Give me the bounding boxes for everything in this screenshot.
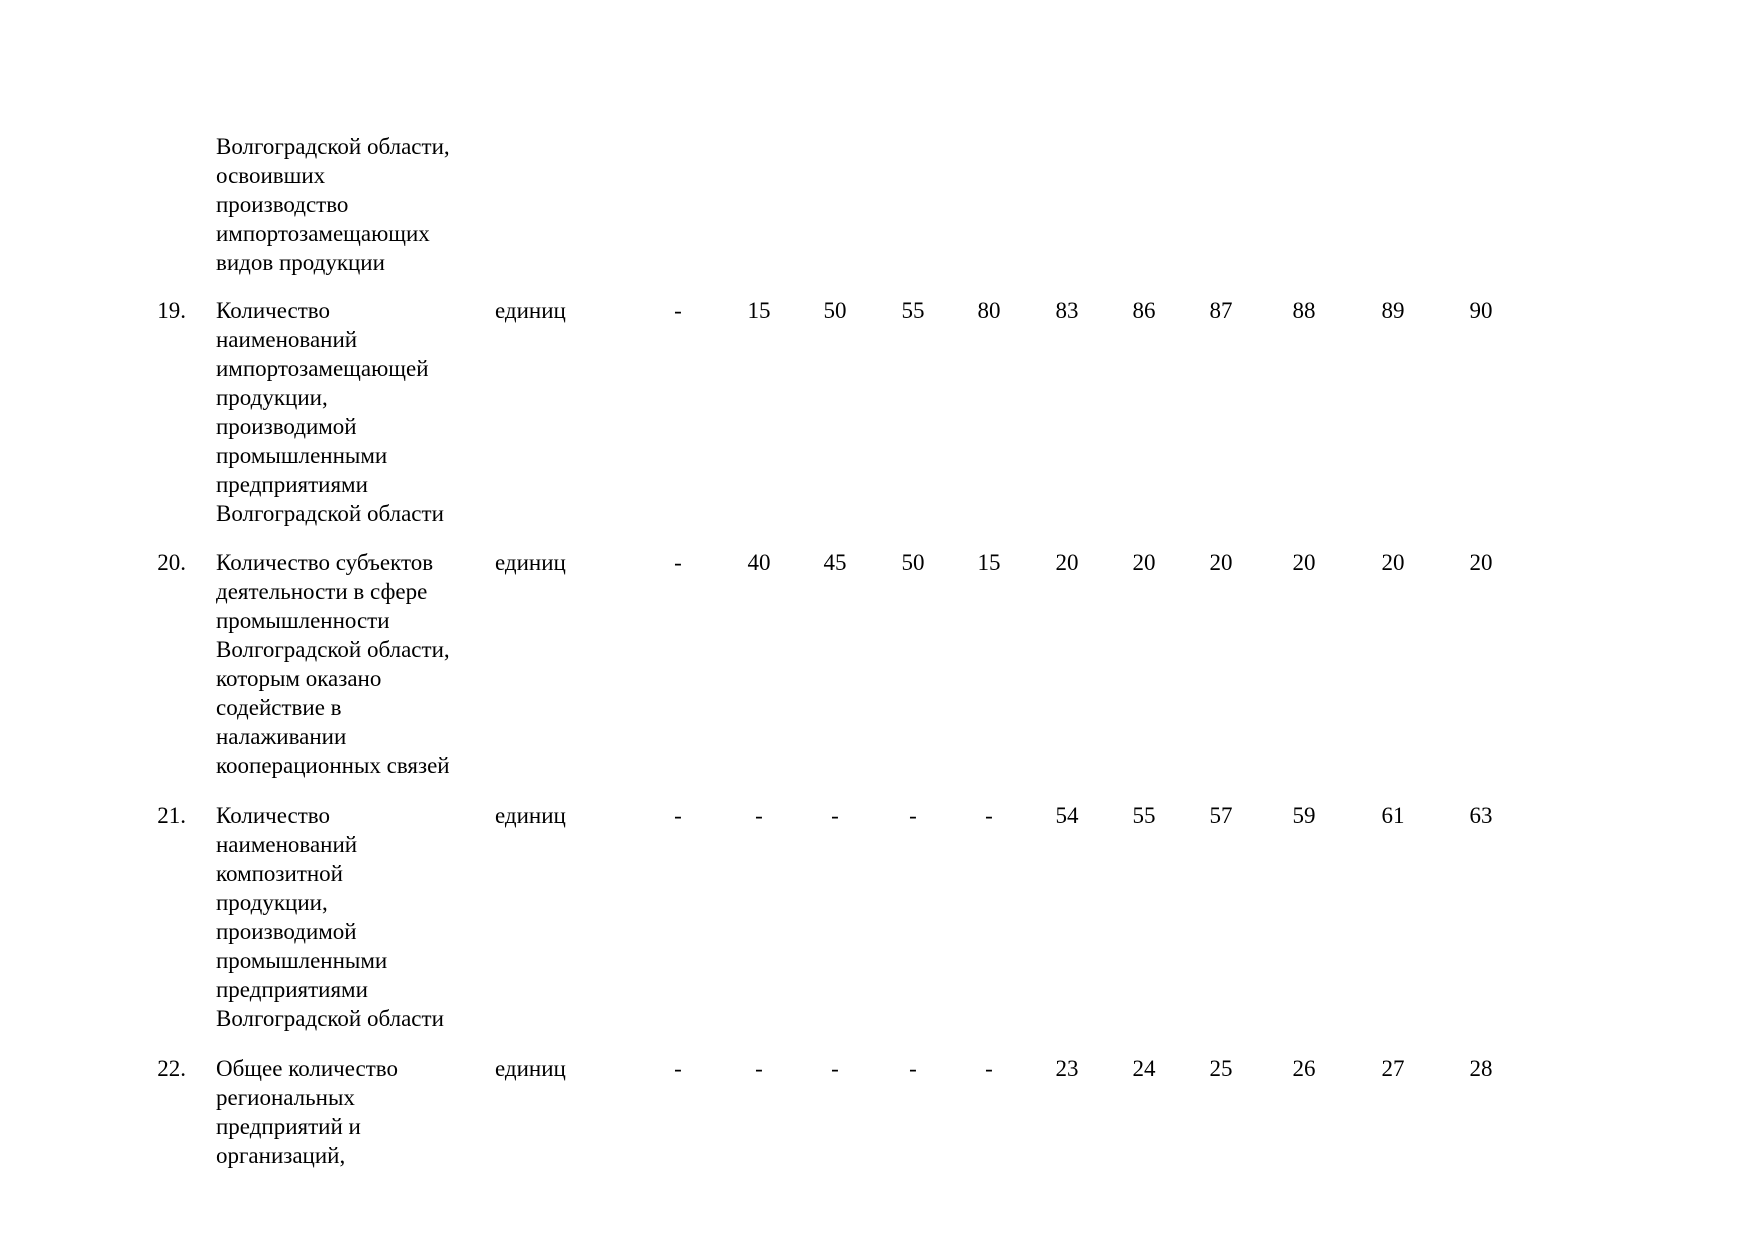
value-cell: 55 <box>901 298 925 323</box>
value-cell: 88 <box>1292 298 1316 323</box>
value-cell: 50 <box>823 298 847 323</box>
value-cell: 86 <box>1132 298 1156 323</box>
value-cell: - <box>674 550 682 575</box>
row-number: 22. <box>157 1056 186 1081</box>
indicator-name <box>216 1054 496 1170</box>
value-cell: 40 <box>747 550 771 575</box>
name-line: наименований <box>216 327 358 352</box>
name-line: производство <box>216 192 349 217</box>
value-cell: - <box>909 803 917 828</box>
indicator-name <box>216 296 496 528</box>
name-line: кооперационных связей <box>216 753 450 778</box>
name-line: видов продукции <box>216 250 385 275</box>
value-cell: 83 <box>1055 298 1079 323</box>
unit: единиц <box>495 1056 566 1081</box>
value-cell: 50 <box>901 550 925 575</box>
value-cell: - <box>674 298 682 323</box>
name-line: промышленности <box>216 608 390 633</box>
name-line: производимой <box>216 414 357 439</box>
value-cell: 59 <box>1292 803 1316 828</box>
name-line: продукции, <box>216 890 328 915</box>
value-cell: 23 <box>1055 1056 1079 1081</box>
unit: единиц <box>495 550 566 575</box>
value-cell: 20 <box>1209 550 1233 575</box>
value-cell: 57 <box>1209 803 1233 828</box>
name-line: импортозамещающей <box>216 356 429 381</box>
name-line: предприятиями <box>216 977 368 1002</box>
name-line: предприятий и <box>216 1114 361 1139</box>
name-line: предприятиями <box>216 472 368 497</box>
name-line: деятельности в сфере <box>216 579 428 604</box>
name-line: которым оказано <box>216 666 382 691</box>
value-cell: 28 <box>1469 1056 1493 1081</box>
value-cell: 24 <box>1132 1056 1156 1081</box>
value-cell: - <box>909 1056 917 1081</box>
name-line: композитной <box>216 861 343 886</box>
name-line: промышленными <box>216 443 388 468</box>
value-cell: 61 <box>1381 803 1405 828</box>
value-cell: 20 <box>1292 550 1316 575</box>
value-cell: 26 <box>1292 1056 1316 1081</box>
value-cell: - <box>985 1056 993 1081</box>
name-line: налаживании <box>216 724 347 749</box>
name-line: производимой <box>216 919 357 944</box>
continued-indicator-name <box>216 132 496 277</box>
name-line: импортозамещающих <box>216 221 430 246</box>
indicator-name <box>216 548 496 780</box>
name-line: наименований <box>216 832 358 857</box>
name-line: освоивших <box>216 163 326 188</box>
name-line: Волгоградской области <box>216 1006 444 1031</box>
name-line: Волгоградской области, <box>216 637 450 662</box>
name-line: Волгоградской области <box>216 501 444 526</box>
value-cell: 15 <box>747 298 771 323</box>
value-cell: 55 <box>1132 803 1156 828</box>
name-line: промышленными <box>216 948 388 973</box>
value-cell: 87 <box>1209 298 1233 323</box>
unit: единиц <box>495 298 566 323</box>
name-line: содействие в <box>216 695 342 720</box>
row-number: 20. <box>157 550 186 575</box>
value-cell: 20 <box>1132 550 1156 575</box>
value-cell: 54 <box>1055 803 1079 828</box>
name-line: региональных <box>216 1085 355 1110</box>
value-cell: - <box>755 803 763 828</box>
name-line: продукции, <box>216 385 328 410</box>
value-cell: - <box>674 1056 682 1081</box>
value-cell: - <box>674 803 682 828</box>
name-line: Общее количество <box>216 1056 398 1081</box>
value-cell: 63 <box>1469 803 1493 828</box>
value-cell: 45 <box>823 550 847 575</box>
unit: единиц <box>495 803 566 828</box>
name-line: Количество <box>216 803 330 828</box>
value-cell: 90 <box>1469 298 1493 323</box>
indicator-name <box>216 801 496 1033</box>
value-cell: 80 <box>977 298 1001 323</box>
name-line: организаций, <box>216 1143 346 1168</box>
name-line: Количество <box>216 298 330 323</box>
value-cell: 27 <box>1381 1056 1405 1081</box>
value-cell: 15 <box>977 550 1001 575</box>
value-cell: 89 <box>1381 298 1405 323</box>
value-cell: 20 <box>1469 550 1493 575</box>
name-line: Волгоградской области, <box>216 134 450 159</box>
value-cell: - <box>985 803 993 828</box>
value-cell: 20 <box>1055 550 1079 575</box>
value-cell: - <box>755 1056 763 1081</box>
name-line: Количество субъектов <box>216 550 434 575</box>
value-cell: - <box>831 1056 839 1081</box>
row-number: 21. <box>157 803 186 828</box>
value-cell: 20 <box>1381 550 1405 575</box>
row-number: 19. <box>157 298 186 323</box>
value-cell: - <box>831 803 839 828</box>
value-cell: 25 <box>1209 1056 1233 1081</box>
